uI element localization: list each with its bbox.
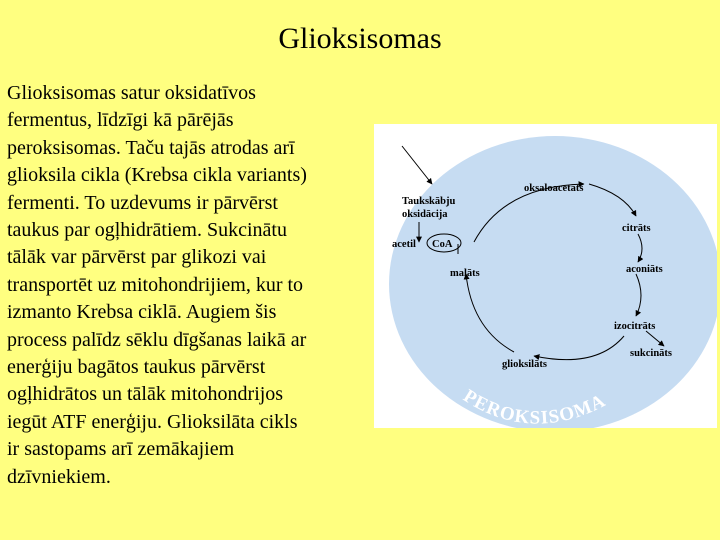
label-citrats: citrāts — [622, 223, 651, 234]
label-oksidacija: oksidācija — [402, 209, 448, 220]
label-coa: CoA — [432, 239, 453, 250]
label-glioksilats: glioksilāts — [502, 359, 547, 370]
label-sukcinats: sukcināts — [630, 348, 673, 359]
label-peroksisoma: PEROKSISOMA — [459, 385, 610, 428]
slide-title: Glioksisomas — [278, 22, 442, 55]
body-text: Glioksisomas satur oksidatīvos fermentus, līdzīgi kā pārējās peroksisomas. Taču tajās atrodas arī glioksila cikla (Krebsa cikla variants) fermenti. To uzdevums ir pārvērst taukus par ogļhidrātiem. Sukcinātu tālāk var pārvērst par glikozi vai transportēt uz mitohondrijiem, kur to izmanto Krebsa ciklā. Augiem šis process palīdz sēklu dīgšanas laikā ar enerģiju bagātos taukus pārvērst ogļhidrātos un tālāk mitohondrijos iegūt ATF enerģiju. Glioksilāta cikls ir sastopams arī zemākajiem dzīvniekiem. — [7, 82, 307, 488]
label-acetil: acetil — [392, 239, 416, 250]
label-aconiats: aconiāts — [626, 264, 663, 275]
label-oksaloacetats: oksaloacetāts — [524, 183, 584, 194]
glyoxysome-diagram — [374, 124, 717, 428]
label-taukskabju: Taukskābju — [402, 196, 456, 207]
input-arrow — [402, 146, 432, 184]
label-malats: malāts — [450, 268, 480, 279]
organelle-shape — [389, 136, 717, 428]
label-izocitrats: izocitrāts — [614, 321, 656, 332]
